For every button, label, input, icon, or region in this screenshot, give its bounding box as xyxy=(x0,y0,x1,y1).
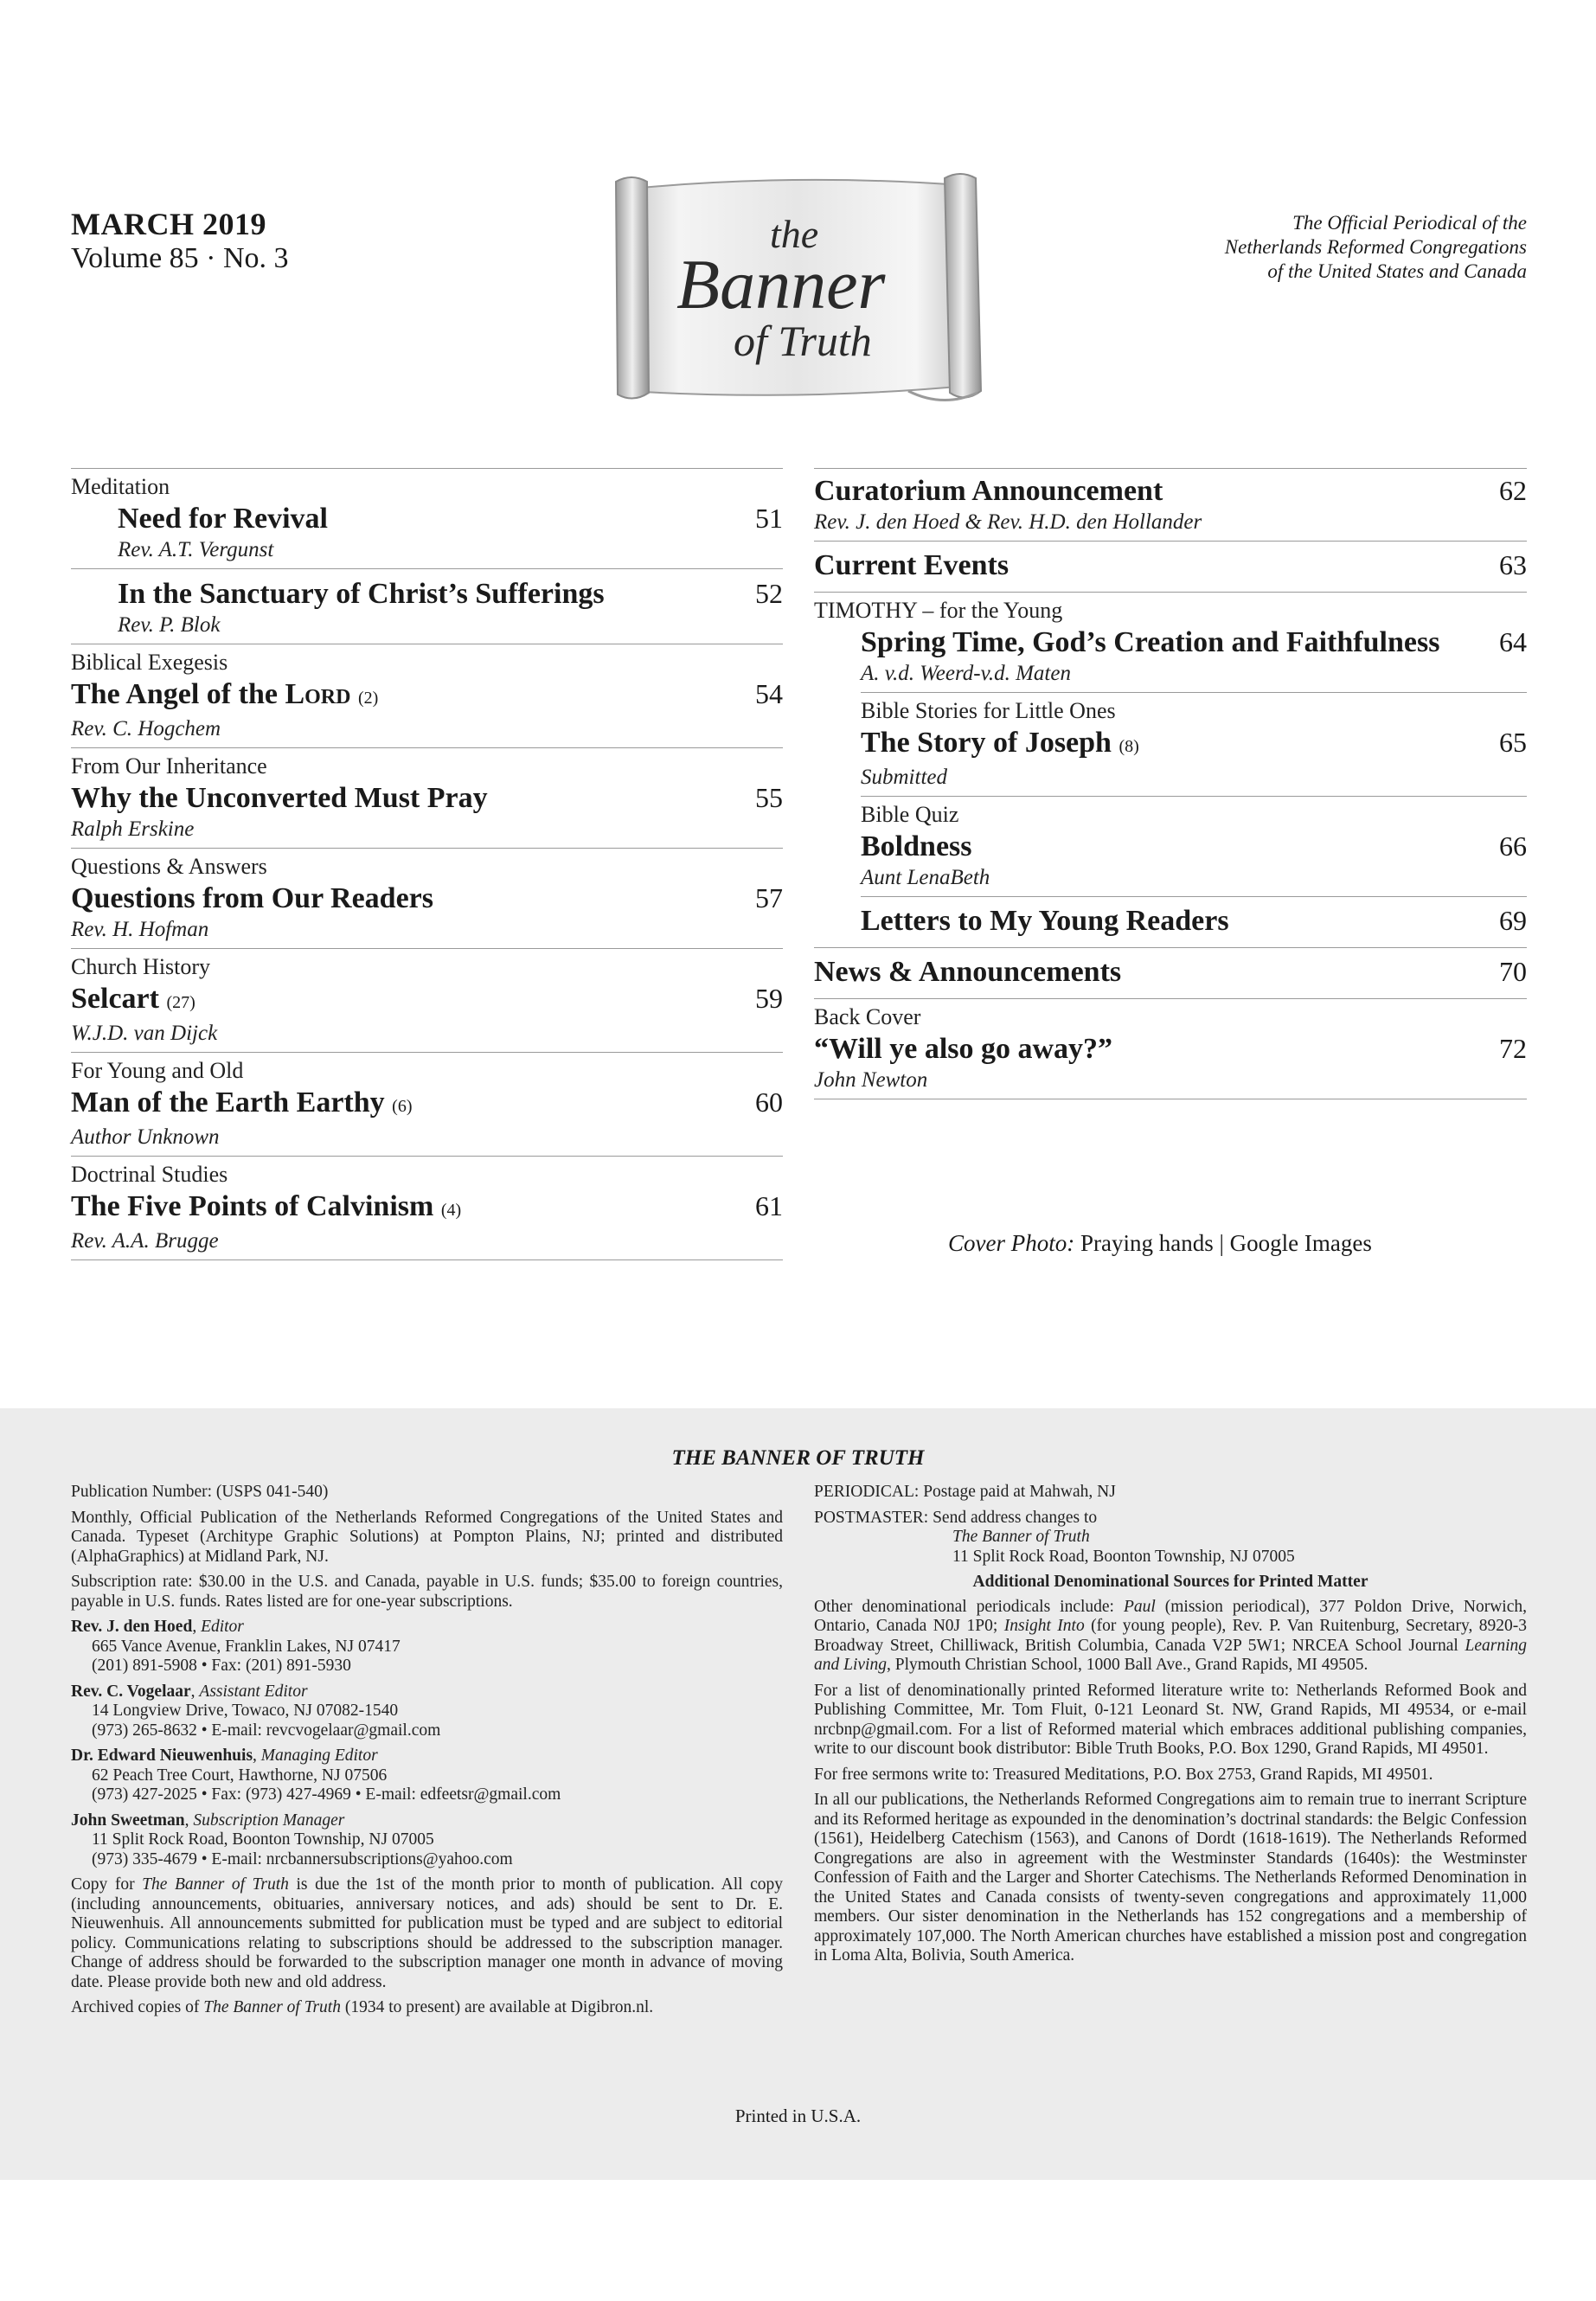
article-title: Questions from Our Readers xyxy=(71,882,434,914)
section-label: TIMOTHY – for the Young xyxy=(814,598,1063,623)
staff-name: Rev. J. den Hoed xyxy=(71,1618,193,1636)
article-title: The Angel of the xyxy=(71,678,278,710)
staff-line: 14 Longview Drive, Towaco, NJ 07082-1540 xyxy=(92,1702,399,1720)
tagline-line: of the United States and Canada xyxy=(1267,260,1527,282)
logo-of-truth: of Truth xyxy=(734,317,872,365)
part-number: (6) xyxy=(392,1097,413,1116)
toc-entry[interactable] xyxy=(861,796,1527,896)
tagline-line: Netherlands Reformed Congregations xyxy=(1224,236,1527,258)
page-number: 51 xyxy=(755,503,783,534)
banner-of-truth-logo xyxy=(597,170,995,412)
section-label: Bible Quiz xyxy=(861,802,959,827)
logo-banner: Banner xyxy=(676,245,886,324)
toc-entry[interactable] xyxy=(814,998,1527,1099)
article-title: Curatorium Announcement xyxy=(814,475,1163,507)
article-title: “Will ye also go away?” xyxy=(814,1033,1113,1065)
author: John Newton xyxy=(814,1068,928,1092)
author: Rev. J. den Hoed & Rev. H.D. den Hollander xyxy=(814,510,1202,534)
staff-line: 11 Split Rock Road, Boonton Township, NJ 07005 xyxy=(92,1830,434,1849)
lord-smallcaps: Lord xyxy=(285,678,351,710)
page-number: 61 xyxy=(755,1190,783,1221)
staff-name: Dr. Edward Nieuwenhuis xyxy=(71,1747,253,1765)
author: A. v.d. Weerd-v.d. Maten xyxy=(861,662,1071,685)
staff-block: Dr. Edward Nieuwenhuis, Managing Editor 62 Peach Tree Court, Hawthorne, NJ 07506 (973) 427-2025 • Fax: (973) 427-4969 • E-mail: edfeetsr@gmail.com xyxy=(71,1747,783,1805)
section-label: Doctrinal Studies xyxy=(71,1162,228,1187)
copy-pre: Copy for xyxy=(71,1875,135,1894)
sources-c: (mission periodical), 377 Poldon Drive, Norwich, Ontario, Canada N0J 1P0; xyxy=(814,1597,1527,1635)
masthead-left xyxy=(71,1483,783,2024)
staff-block: John Sweetman, Subscription Manager 11 Split Rock Road, Boonton Township, NJ 07005 (973) 335-4679 • E-mail: nrcbannersubscriptions@yahoo.com xyxy=(71,1811,783,1870)
article-title: The Five Points of Calvinism xyxy=(71,1190,434,1222)
author: Rev. P. Blok xyxy=(118,613,221,637)
article-title: Need for Revival xyxy=(118,503,328,535)
postmaster-title xyxy=(814,1528,1527,1548)
section-label: Back Cover xyxy=(814,1004,921,1029)
section-label: Biblical Exegesis xyxy=(71,650,228,675)
author: Ralph Erskine xyxy=(71,817,195,841)
monthly-text: Monthly, Official Publication of the Netherlands Reformed Congregations of the United States and Canada. Typeset (Architype Graphic Solutions) at Pompton Plains, NJ; printed and distributed (AlphaGraphics) at Midland Park, NJ. xyxy=(71,1508,783,1566)
part-number: (4) xyxy=(440,1201,462,1220)
staff-block: Rev. C. Vogelaar, Assistant Editor 14 Longview Drive, Towaco, NJ 07082-1540 (973) 265-8632 • E-mail: revcvogelaar@gmail.com xyxy=(71,1682,783,1741)
author: Aunt LenaBeth xyxy=(861,866,990,889)
part-number: (2) xyxy=(357,689,379,708)
postmaster-title-text: The Banner of Truth xyxy=(952,1528,1090,1546)
sources-d: Insight Into xyxy=(1003,1617,1085,1635)
part-number: (27) xyxy=(166,993,195,1012)
tagline xyxy=(1077,211,1527,284)
toc-entry[interactable] xyxy=(861,692,1527,796)
toc-right-column xyxy=(814,468,1527,1099)
author: Rev. C. Hogchem xyxy=(71,717,221,740)
toc-entry[interactable] xyxy=(71,848,783,948)
scroll-roll-right xyxy=(945,174,981,398)
article-title: Letters to My Young Readers xyxy=(861,905,1229,937)
page-number: 54 xyxy=(755,678,783,709)
logo-the: the xyxy=(770,212,819,256)
author: Rev. H. Hofman xyxy=(71,918,209,941)
archive-post: (1934 to present) are available at Digibron.nl. xyxy=(344,1998,654,2016)
sources-text xyxy=(814,1598,1527,1676)
toc-entry[interactable] xyxy=(71,644,783,747)
staff-line: (973) 427-2025 • Fax: (973) 427-4969 • E-mail: edfeetsr@gmail.com xyxy=(92,1785,561,1804)
toc-left-column xyxy=(71,468,783,1260)
author: Author Unknown xyxy=(71,1125,220,1149)
sources-a: Other denominational periodicals include: xyxy=(814,1597,1114,1616)
staff-line: (201) 891-5908 • Fax: (201) 891-5930 xyxy=(92,1657,351,1675)
archive-title: The Banner of Truth xyxy=(203,1998,341,2016)
archive-pre: Archived copies of xyxy=(71,1998,200,2016)
sources-g: , Plymouth Christian School, 1000 Ball Ave., Grand Rapids, MI 49505. xyxy=(886,1656,1368,1674)
sources-e: (for young people), Rev. P. Van Ruitenburg, Secretary, 8920-3 Broadway Street, Chilliwack, British Columbia, Canada V2P 5W1; NRCEA School Journal xyxy=(814,1617,1527,1655)
staff-role: Editor xyxy=(201,1618,244,1636)
part-number: (8) xyxy=(1118,737,1139,756)
page-number: 64 xyxy=(1499,626,1527,657)
page-number: 59 xyxy=(755,983,783,1014)
copy-title: The Banner of Truth xyxy=(142,1875,289,1894)
scroll-roll-left xyxy=(616,177,649,399)
article-title: Current Events xyxy=(814,549,1010,581)
sources-heading: Additional Denominational Sources for Printed Matter xyxy=(972,1573,1368,1591)
periodical-postage: PERIODICAL: Postage paid at Mahwah, NJ xyxy=(814,1483,1116,1501)
staff-line: (973) 335-4679 • E-mail: nrcbannersubscriptions@yahoo.com xyxy=(92,1849,513,1868)
staff-role: Assistant Editor xyxy=(199,1682,308,1701)
copy-policy xyxy=(71,1875,783,1992)
article-title: Selcart xyxy=(71,983,159,1015)
sources-f: Learning and Living xyxy=(814,1636,1528,1674)
article-title: Man of the Earth Earthy xyxy=(71,1086,385,1118)
article-title: The Story of Joseph xyxy=(861,727,1112,759)
page-number: 66 xyxy=(1499,830,1527,862)
pub-number: Publication Number: (USPS 041-540) xyxy=(71,1483,329,1501)
author: Rev. A.T. Vergunst xyxy=(118,538,274,561)
toc-entry[interactable] xyxy=(71,468,783,568)
cover-text: Praying hands | Google Images xyxy=(1080,1230,1372,1256)
author: Rev. A.A. Brugge xyxy=(71,1229,219,1253)
toc-entry[interactable] xyxy=(814,592,1527,692)
cover-label: Cover Photo: xyxy=(948,1230,1075,1256)
article-title: In the Sanctuary of Christ’s Sufferings xyxy=(118,578,605,610)
copy-post: is due the 1st of the month prior to month of publication. All copy (including announcements, obituaries, anniversary notices, and ads) should be sent to Dr. E. Nieuwenhuis. All announcements submitted for publication must be typed and are subject to editorial policy. Communications relating to subscriptions should be addressed to the subscription manager. Change of address should be forwarded to the subscription manager one month in advance of moving date. Please provide both new and old address. xyxy=(71,1875,784,1991)
toc-entry[interactable] xyxy=(71,1156,783,1260)
section-label: Bible Stories for Little Ones xyxy=(861,698,1116,723)
cover-photo-credit xyxy=(948,1230,1372,1257)
aim-text: In all our publications, the Netherlands Reformed Congregations aim to remain true to inerrant Scripture and its Reformed heritage as expounded in the denomination’s doctrinal standards: the Belgic Confession (1561), Heidelberg Catechism (1563), and Canons of Dordt (1618-1619). The Netherlands Reformed Congregations are also in agreement with the Westminster Standards (1640s): the Westminster Confession of Faith and the Larger and Shorter Catechisms. The Netherlands Reformed Denomination in the United States and Canada consists of twenty-seven congregations and approximately 11,000 members. Our sister denomination in the Netherlands has 152 congregations and a membership of approximately 107,000. The North American churches have established a mission post and congregation in Loma Alta, Bolivia, South America. xyxy=(814,1791,1527,1965)
postmaster-text: POSTMASTER: Send address changes to xyxy=(814,1508,1098,1527)
section-label: From Our Inheritance xyxy=(71,753,267,779)
staff-line: (973) 265-8632 • E-mail: revcvogelaar@gmail.com xyxy=(92,1721,441,1740)
staff-line: 62 Peach Tree Court, Hawthorne, NJ 07506 xyxy=(92,1766,388,1785)
printed-in: Printed in U.S.A. xyxy=(734,2106,862,2126)
toc-entry[interactable] xyxy=(814,468,1527,541)
author: W.J.D. van Dijck xyxy=(71,1022,218,1045)
masthead-title: THE BANNER OF TRUTH xyxy=(671,1446,925,1470)
sources-b: Paul xyxy=(1123,1597,1156,1616)
sermons-text: For free sermons write to: Treasured Meditations, P.O. Box 2753, Grand Rapids, MI 49501. xyxy=(814,1765,1433,1784)
staff-line: 665 Vance Avenue, Franklin Lakes, NJ 07417 xyxy=(92,1637,401,1656)
author: Submitted xyxy=(861,766,947,789)
page-number: 62 xyxy=(1499,475,1527,506)
article-title: Boldness xyxy=(861,830,972,862)
article-title: Spring Time, God’s Creation and Faithfulness xyxy=(861,626,1440,658)
page-number: 57 xyxy=(755,882,783,913)
section-label: Church History xyxy=(71,954,211,979)
section-label: For Young and Old xyxy=(71,1058,244,1083)
archive-note xyxy=(71,1998,783,2018)
section-label: Meditation xyxy=(71,474,170,499)
staff-role: Subscription Manager xyxy=(193,1811,345,1830)
masthead-right xyxy=(814,1483,1527,1972)
page-number: 72 xyxy=(1499,1033,1527,1064)
issue-date: MARCH 2019 xyxy=(71,207,266,241)
toc-entry[interactable] xyxy=(71,1052,783,1156)
page-number: 55 xyxy=(755,782,783,813)
page-number: 52 xyxy=(755,578,783,609)
tagline-line: The Official Periodical of the xyxy=(1292,212,1527,234)
page-number: 70 xyxy=(1499,956,1527,987)
postmaster-block xyxy=(814,1509,1527,1567)
section-label: Questions & Answers xyxy=(71,854,267,879)
article-title: Why the Unconverted Must Pray xyxy=(71,782,488,814)
article-title: News & Announcements xyxy=(814,956,1122,988)
page-number: 69 xyxy=(1499,905,1527,936)
literature-text: For a list of denominationally printed Reformed literature write to: Netherlands Reformed Book and Publishing Committee, Mr. Tom Fluit, 0-121 Leonard St. NW, Grand Rapids, MI 49534, or e-mail nrcbnp@gmail.com. For a list of Reformed material which embraces additional publishing companies, write to our discount book distributor: Bible Truth Books, P.O. Box 1290, Grand Rapids, MI 49501. xyxy=(814,1681,1527,1758)
staff-block: Rev. J. den Hoed, Editor 665 Vance Avenue, Franklin Lakes, NJ 07417 (201) 891-5908 • Fax: (201) 891-5930 xyxy=(71,1618,783,1676)
page-number: 60 xyxy=(755,1086,783,1118)
page-number: 63 xyxy=(1499,549,1527,580)
toc-entry[interactable] xyxy=(71,948,783,1052)
toc-entry[interactable] xyxy=(71,568,783,644)
toc-entry[interactable] xyxy=(861,896,1527,947)
volume-number: Volume 85 · No. 3 xyxy=(71,242,289,274)
postmaster-address: 11 Split Rock Road, Boonton Township, NJ 07005 xyxy=(952,1547,1295,1566)
toc-entry[interactable] xyxy=(814,947,1527,998)
staff-name: Rev. C. Vogelaar xyxy=(71,1682,191,1701)
staff-name: John Sweetman xyxy=(71,1811,185,1830)
staff-role: Managing Editor xyxy=(260,1747,378,1765)
toc-entry[interactable] xyxy=(814,541,1527,592)
subscription-text: Subscription rate: $30.00 in the U.S. and Canada, payable in U.S. funds; $35.00 to foreign countries, payable in U.S. funds. Rates listed are for one-year subscriptions. xyxy=(71,1573,783,1611)
page-number: 65 xyxy=(1499,727,1527,758)
toc-entry[interactable] xyxy=(71,747,783,848)
